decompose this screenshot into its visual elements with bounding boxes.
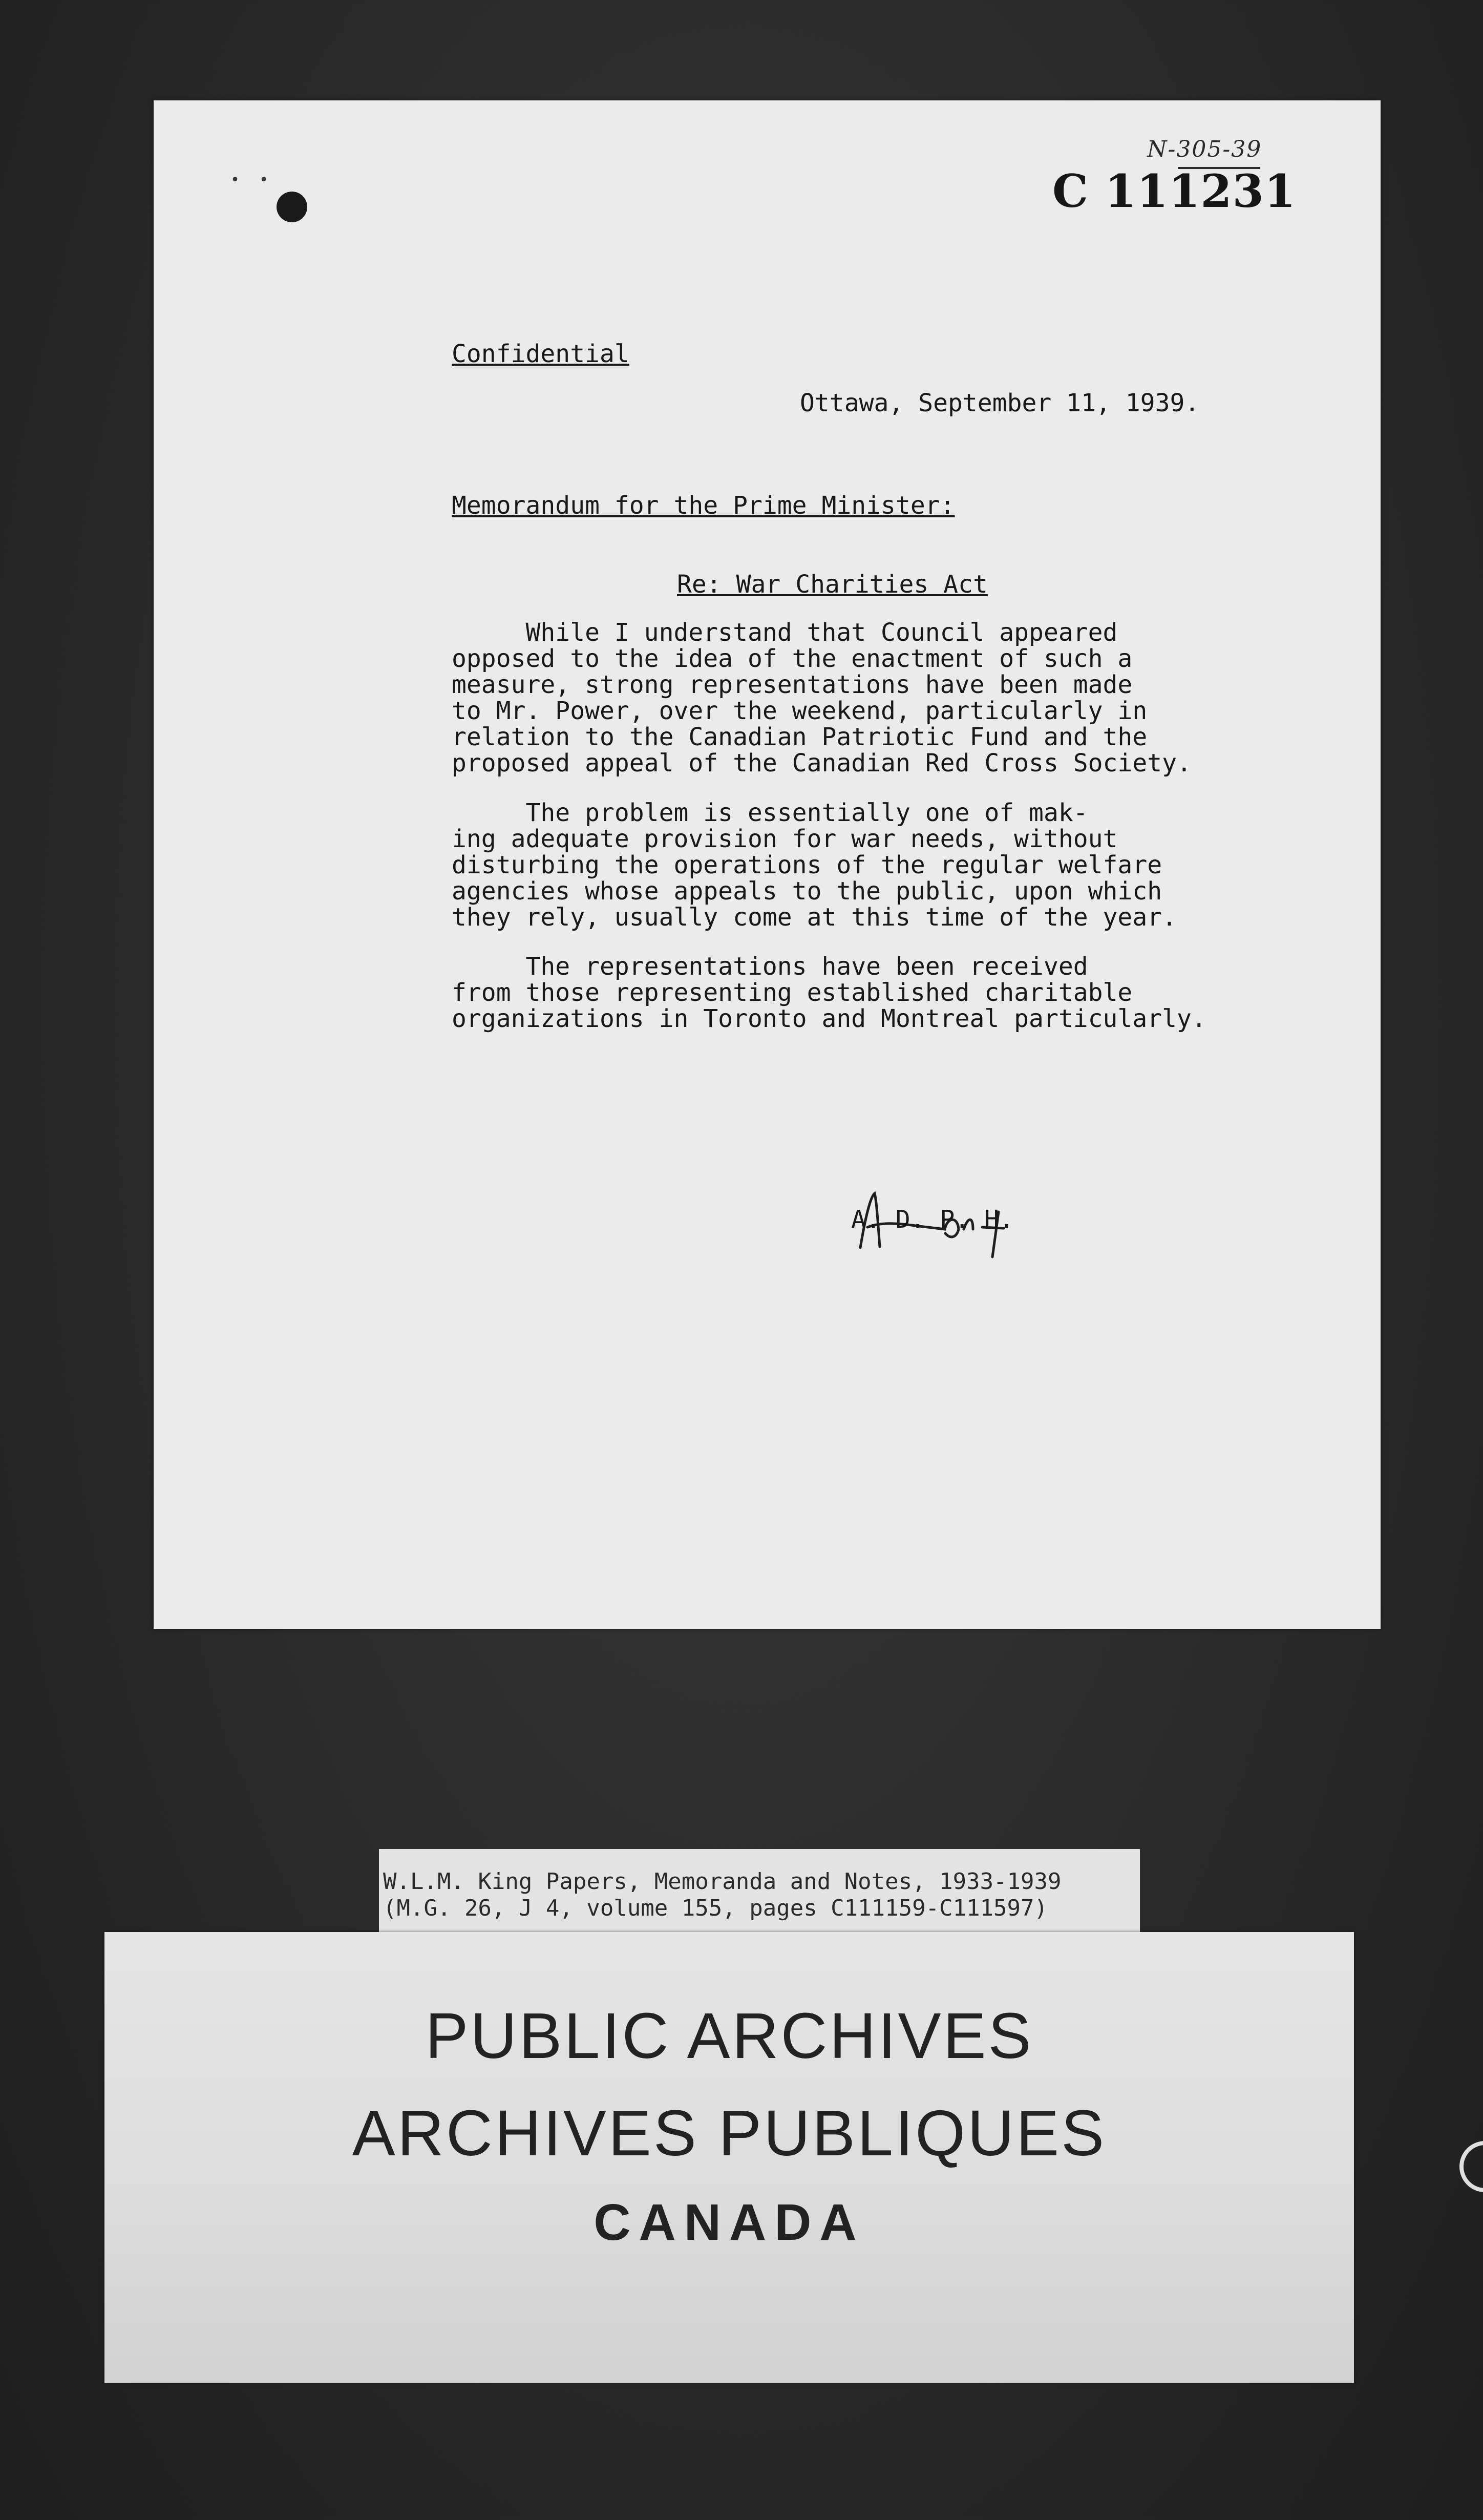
- archive-stamp-number: C 111231: [1052, 164, 1297, 218]
- handwritten-file-number: N-305-39: [1147, 136, 1262, 162]
- reference-label: [379, 1849, 1140, 1932]
- archive-card: [104, 1932, 1354, 2383]
- memo-paragraph-2: The problem is essentially one of mak- ing adequate provision for war needs, without disturbing the operations of the regular welfare agencies whose appeals to the public, upon which they rely, usually come at this time of the year.: [452, 799, 1177, 932]
- archive-title-english: PUBLIC ARCHIVES: [425, 2000, 1033, 2072]
- archive-country: CANADA: [594, 2194, 865, 2251]
- reference-line-1: W.L.M. King Papers, Memoranda and Notes, 1933-1939: [383, 1868, 1062, 1895]
- registration-mark-icon: [1459, 2141, 1483, 2192]
- confidential-label: Confidential: [452, 340, 629, 368]
- initials: A. D. P. H.: [851, 1205, 1014, 1234]
- archive-title-french: ARCHIVES PUBLIQUES: [352, 2097, 1107, 2169]
- punch-hole: [277, 192, 307, 222]
- reference-line-2: (M.G. 26, J 4, volume 155, pages C111159-C111597): [383, 1895, 1048, 1921]
- dateline: Ottawa, September 11, 1939.: [800, 389, 1200, 417]
- memo-page: [154, 100, 1381, 1629]
- memo-paragraph-1: While I understand that Council appeared opposed to the idea of the enactment of such a measure, strong representations have been made to Mr. Power, over the weekend, particularly in relation to the Canadian Patriotic Fund and the proposed appeal of the Canadian Red Cross Society.: [452, 618, 1192, 778]
- subject-line: Re: War Charities Act: [677, 570, 988, 599]
- memo-heading: Memorandum for the Prime Minister:: [452, 491, 955, 520]
- memo-paragraph-3: The representations have been received from those representing established charitable organizations in Toronto and Montreal particularly.: [452, 952, 1206, 1033]
- punch-marks: • •: [230, 171, 274, 189]
